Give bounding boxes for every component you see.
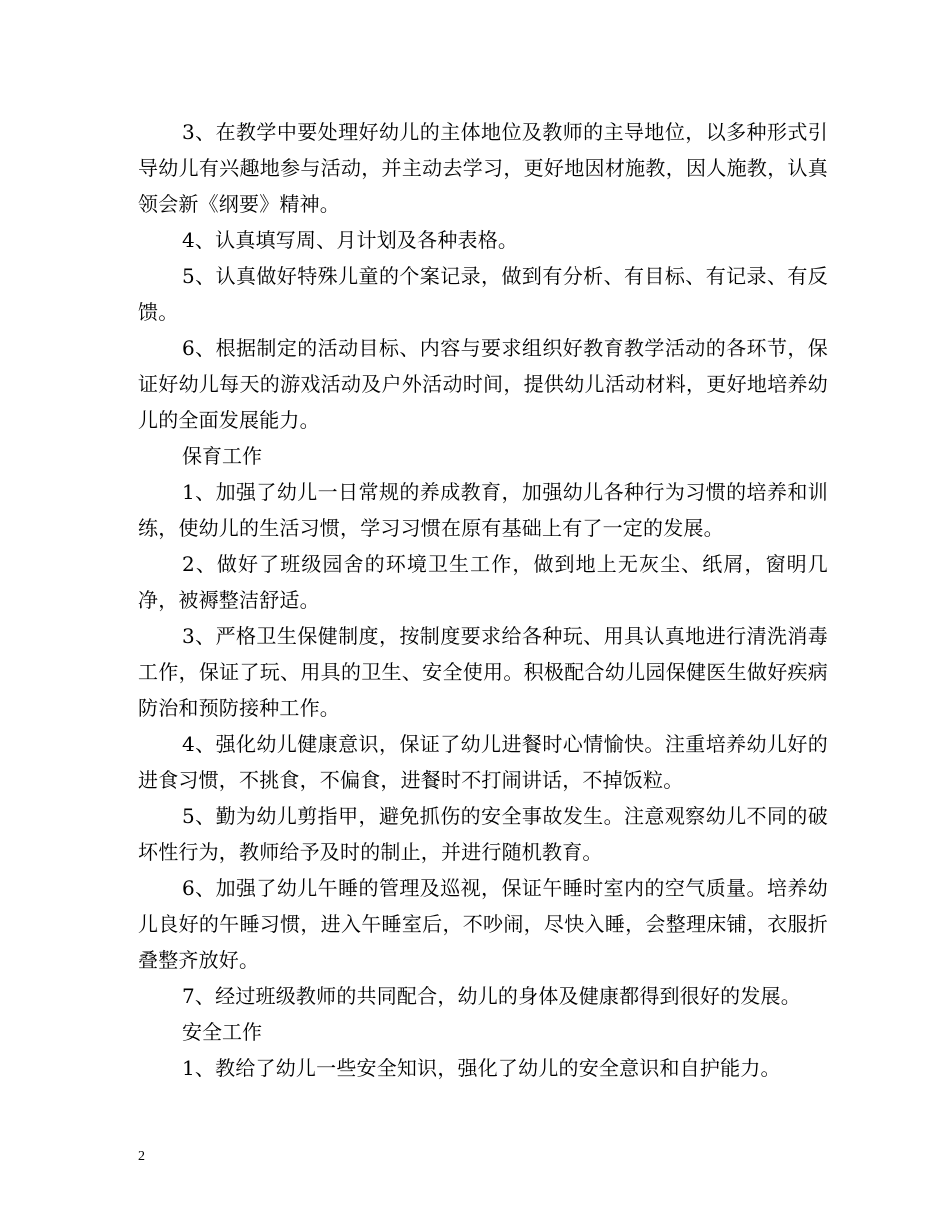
paragraph-teaching-6: 6、根据制定的活动目标、内容与要求组织好教育教学活动的各环节，保证好幼儿每天的游戏活动及户外活动时间，提供幼儿活动材料，更好地培养幼儿的全面发展能力。 — [138, 336, 828, 432]
section-heading-safety: 安全工作 — [182, 1020, 262, 1044]
paragraph-safety-1: 1、教给了幼儿一些安全知识，强化了幼儿的安全意识和自护能力。 — [182, 1056, 781, 1080]
paragraph-teaching-3: 3、在教学中要处理好幼儿的主体地位及教师的主导地位，以多种形式引导幼儿有兴趣地参与活动，并主动去学习，更好地因材施教，因人施教，认真领会新《纲要》精神。 — [138, 120, 828, 216]
page-number: 2 — [138, 1149, 145, 1164]
paragraph-teaching-5: 5、认真做好特殊儿童的个案记录，做到有分析、有目标、有记录、有反馈。 — [138, 264, 828, 324]
paragraph-care-7: 7、经过班级教师的共同配合，幼儿的身体及健康都得到很好的发展。 — [182, 984, 801, 1008]
paragraph-care-3: 3、严格卫生保健制度，按制度要求给各种玩、用具认真地进行清洗消毒工作，保证了玩、用具的卫生、安全使用。积极配合幼儿园保健医生做好疾病防治和预防接种工作。 — [138, 624, 828, 720]
paragraph-care-4: 4、强化幼儿健康意识，保证了幼儿进餐时心情愉快。注重培养幼儿好的进食习惯，不挑食，不偏食，进餐时不打闹讲话，不掉饭粒。 — [138, 732, 828, 792]
document-body — [138, 114, 828, 1086]
section-heading-care: 保育工作 — [182, 444, 262, 468]
paragraph-care-5: 5、勤为幼儿剪指甲，避免抓伤的安全事故发生。注意观察幼儿不同的破坏性行为，教师给予及时的制止，并进行随机教育。 — [138, 804, 828, 864]
paragraph-teaching-4: 4、认真填写周、月计划及各种表格。 — [182, 228, 519, 252]
paragraph-care-6: 6、加强了幼儿午睡的管理及巡视，保证午睡时室内的空气质量。培养幼儿良好的午睡习惯，进入午睡室后，不吵闹，尽快入睡，会整理床铺，衣服折叠整齐放好。 — [138, 876, 828, 972]
paragraph-care-1: 1、加强了幼儿一日常规的养成教育，加强幼儿各种行为习惯的培养和训练，使幼儿的生活习惯，学习习惯在原有基础上有了一定的发展。 — [138, 480, 828, 540]
paragraph-care-2: 2、做好了班级园舍的环境卫生工作，做到地上无灰尘、纸屑，窗明几净，被褥整洁舒适。 — [138, 552, 828, 612]
